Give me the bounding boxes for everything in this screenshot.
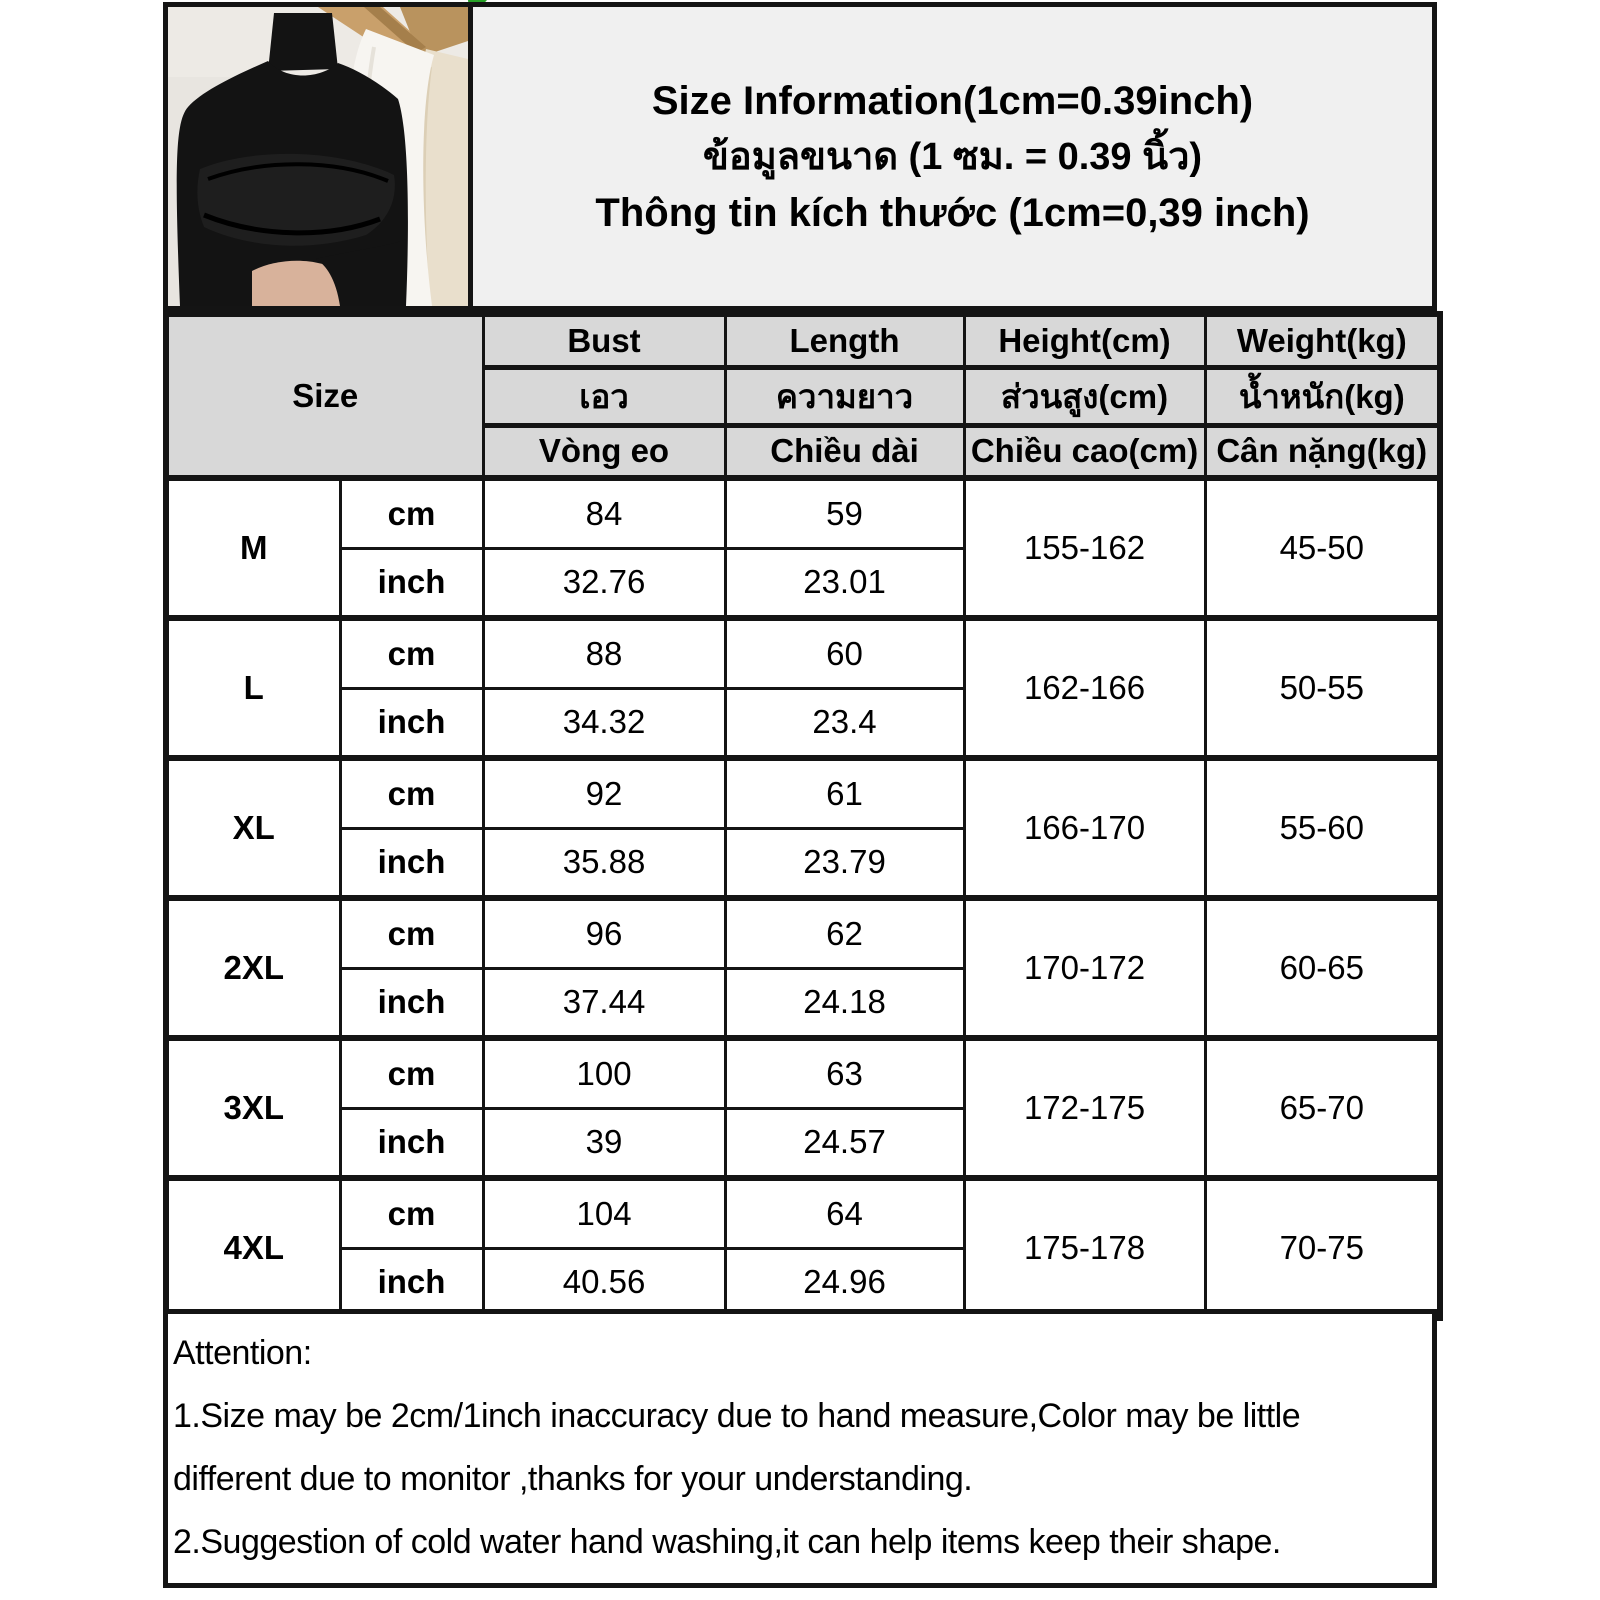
bust-inch-4xl: 40.56 (483, 1248, 725, 1318)
height-m: 155-162 (964, 478, 1205, 618)
length-inch-3xl: 24.57 (725, 1108, 964, 1178)
unit-inch: inch (340, 688, 483, 758)
bust-inch-l: 34.32 (483, 688, 725, 758)
unit-cm: cm (340, 618, 483, 688)
length-inch-l: 23.4 (725, 688, 964, 758)
size-label-4xl: 4XL (166, 1178, 340, 1318)
length-cm-2xl: 62 (725, 898, 964, 968)
bust-inch-2xl: 37.44 (483, 968, 725, 1038)
size-row-2xl-cm (166, 898, 1440, 968)
size-row-4xl-cm (166, 1178, 1440, 1248)
height-l: 162-166 (964, 618, 1205, 758)
col-header-height-en: Height(cm) (964, 314, 1205, 367)
weight-3xl: 65-70 (1205, 1038, 1440, 1178)
title-thai: ข้อมูลขนาด (1 ซม. = 0.39 นิ้ว) (702, 135, 1203, 178)
col-header-weight-vi: Cân nặng(kg) (1205, 425, 1440, 478)
size-row-m-cm (166, 478, 1440, 548)
bust-inch-xl: 35.88 (483, 828, 725, 898)
size-label-2xl: 2XL (166, 898, 340, 1038)
bust-cm-3xl: 100 (483, 1038, 725, 1108)
size-row-xl-cm (166, 758, 1440, 828)
weight-xl: 55-60 (1205, 758, 1440, 898)
unit-inch: inch (340, 1108, 483, 1178)
size-row-l-cm (166, 618, 1440, 688)
size-label-xl: XL (166, 758, 340, 898)
length-cm-4xl: 64 (725, 1178, 964, 1248)
title-box (468, 2, 1437, 311)
unit-inch: inch (340, 548, 483, 618)
height-xl: 166-170 (964, 758, 1205, 898)
col-header-length-vi: Chiều dài (725, 425, 964, 478)
attention-note-2: 2.Suggestion of cold water hand washing,it can help items keep their shape. (173, 1523, 1281, 1561)
col-header-weight-th: น้ำหนัก(kg) (1205, 367, 1440, 425)
unit-inch: inch (340, 828, 483, 898)
length-cm-3xl: 63 (725, 1038, 964, 1108)
bust-cm-xl: 92 (483, 758, 725, 828)
bust-cm-2xl: 96 (483, 898, 725, 968)
length-inch-4xl: 24.96 (725, 1248, 964, 1318)
bust-inch-3xl: 39 (483, 1108, 725, 1178)
bust-cm-m: 84 (483, 478, 725, 548)
size-row-3xl-cm (166, 1038, 1440, 1108)
height-3xl: 172-175 (964, 1038, 1205, 1178)
size-column-header: Size (166, 314, 483, 478)
unit-cm: cm (340, 478, 483, 548)
length-cm-l: 60 (725, 618, 964, 688)
weight-m: 45-50 (1205, 478, 1440, 618)
weight-l: 50-55 (1205, 618, 1440, 758)
height-2xl: 170-172 (964, 898, 1205, 1038)
title-english: Size Information(1cm=0.39inch) (651, 78, 1254, 123)
col-header-length-en: Length (725, 314, 964, 367)
col-header-bust-th: เอว (483, 367, 725, 425)
unit-cm: cm (340, 898, 483, 968)
unit-cm: cm (340, 758, 483, 828)
unit-cm: cm (340, 1178, 483, 1248)
weight-4xl: 70-75 (1205, 1178, 1440, 1318)
attention-heading: Attention: (173, 1334, 312, 1372)
weight-2xl: 60-65 (1205, 898, 1440, 1038)
col-header-bust-vi: Vòng eo (483, 425, 725, 478)
col-header-height-vi: Chiều cao(cm) (964, 425, 1205, 478)
size-label-l: L (166, 618, 340, 758)
attention-box (163, 1309, 1437, 1588)
col-header-bust-en: Bust (483, 314, 725, 367)
length-inch-m: 23.01 (725, 548, 964, 618)
unit-cm: cm (340, 1038, 483, 1108)
col-header-weight-en: Weight(kg) (1205, 314, 1440, 367)
length-cm-m: 59 (725, 478, 964, 548)
height-4xl: 175-178 (964, 1178, 1205, 1318)
attention-note-1: 1.Size may be 2cm/1inch inaccuracy due to hand measure,Color may be little different due to monitor ,thanks for your understanding. (173, 1397, 1301, 1498)
col-header-length-th: ความยาว (725, 367, 964, 425)
length-inch-xl: 23.79 (725, 828, 964, 898)
unit-inch: inch (340, 1248, 483, 1318)
bust-cm-l: 88 (483, 618, 725, 688)
size-label-3xl: 3XL (166, 1038, 340, 1178)
size-label-m: M (166, 478, 340, 618)
product-photo (163, 2, 473, 311)
length-cm-xl: 61 (725, 758, 964, 828)
size-table (163, 311, 1443, 1321)
turtleneck-illustration (168, 7, 468, 306)
bust-inch-m: 32.76 (483, 548, 725, 618)
unit-inch: inch (340, 968, 483, 1038)
header-row-english (166, 314, 1440, 367)
col-header-height-th: ส่วนสูง(cm) (964, 367, 1205, 425)
length-inch-2xl: 24.18 (725, 968, 964, 1038)
bust-cm-4xl: 104 (483, 1178, 725, 1248)
title-vietnamese: Thông tin kích thước (1cm=0,39 inch) (595, 190, 1310, 235)
